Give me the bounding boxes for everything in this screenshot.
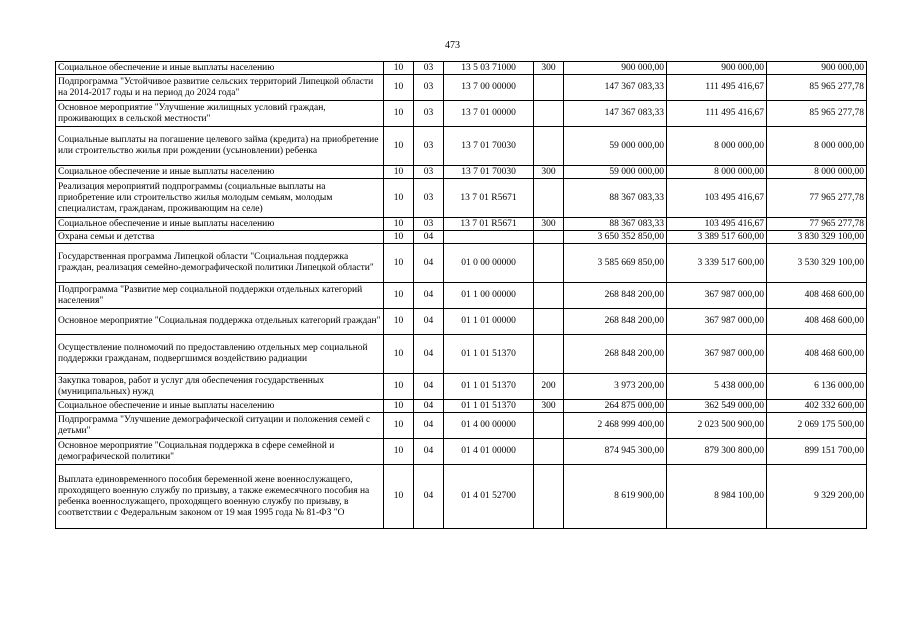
row-podrazdel: 03: [414, 179, 444, 218]
row-razdel: 10: [384, 166, 414, 179]
row-razdel: 10: [384, 400, 414, 413]
row-amount-year2: 3 339 517 600,00: [667, 244, 767, 283]
row-podrazdel: 03: [414, 75, 444, 101]
row-amount-year2: 362 549 000,00: [667, 400, 767, 413]
row-amount-year1: 59 000 000,00: [564, 166, 667, 179]
row-podrazdel: 03: [414, 101, 444, 127]
row-podrazdel: 04: [414, 413, 444, 439]
row-target-article: 13 7 01 R5671: [444, 179, 534, 218]
row-razdel: 10: [384, 335, 414, 374]
row-amount-year2: 8 000 000,00: [667, 166, 767, 179]
table-row: [56, 101, 867, 127]
table-row: [56, 166, 867, 179]
row-amount-year3: 408 468 600,00: [767, 309, 867, 335]
row-target-article: 13 7 01 70030: [444, 166, 534, 179]
row-target-article: 01 1 01 51370: [444, 335, 534, 374]
row-expense-type: [534, 244, 564, 283]
row-amount-year2: 103 495 416,67: [667, 218, 767, 231]
row-expense-type: [534, 283, 564, 309]
row-name: Социальные выплаты на погашение целевого займа (кредита) на приобретение или строительство жилья при рождении (усыновлении) ребенка: [56, 127, 384, 166]
row-name: Основное мероприятие "Социальная поддержка в сфере семейной и демографической политики": [56, 439, 384, 465]
table-row: [56, 413, 867, 439]
row-expense-type: 300: [534, 218, 564, 231]
row-amount-year2: 879 300 800,00: [667, 439, 767, 465]
row-expense-type: 300: [534, 62, 564, 75]
row-podrazdel: 03: [414, 62, 444, 75]
row-razdel: 10: [384, 244, 414, 283]
row-target-article: 13 5 03 71000: [444, 62, 534, 75]
row-expense-type: [534, 439, 564, 465]
row-amount-year2: 8 984 100,00: [667, 465, 767, 529]
row-amount-year3: 85 965 277,78: [767, 75, 867, 101]
row-amount-year1: 3 973 200,00: [564, 374, 667, 400]
row-amount-year3: 77 965 277,78: [767, 218, 867, 231]
row-name: Выплата единовременного пособия беременной жене военнослужащего, проходящего военную службу по призыву, а также ежемесячного пособия на ребенка военнослужащего, проходящего военную службу по призыву, в соответствии с Федеральным законом от 19 мая 1995 года № 81-ФЗ "О: [56, 465, 384, 529]
row-name: Закупка товаров, работ и услуг для обеспечения государственных (муниципальных) нужд: [56, 374, 384, 400]
row-amount-year3: 899 151 700,00: [767, 439, 867, 465]
row-amount-year2: 103 495 416,67: [667, 179, 767, 218]
row-amount-year2: 8 000 000,00: [667, 127, 767, 166]
table-row: [56, 62, 867, 75]
row-name: Социальное обеспечение и иные выплаты населению: [56, 400, 384, 413]
row-target-article: 01 4 00 00000: [444, 413, 534, 439]
row-expense-type: [534, 465, 564, 529]
row-expense-type: 200: [534, 374, 564, 400]
row-podrazdel: 04: [414, 244, 444, 283]
table-row: [56, 179, 867, 218]
row-target-article: 13 7 00 00000: [444, 75, 534, 101]
row-amount-year3: 402 332 600,00: [767, 400, 867, 413]
row-razdel: 10: [384, 283, 414, 309]
row-target-article: [444, 231, 534, 244]
row-amount-year1: 147 367 083,33: [564, 75, 667, 101]
row-razdel: 10: [384, 179, 414, 218]
row-podrazdel: 04: [414, 231, 444, 244]
row-podrazdel: 04: [414, 465, 444, 529]
row-razdel: 10: [384, 439, 414, 465]
row-podrazdel: 04: [414, 309, 444, 335]
row-amount-year1: 88 367 083,33: [564, 179, 667, 218]
row-expense-type: [534, 179, 564, 218]
row-amount-year1: 147 367 083,33: [564, 101, 667, 127]
row-amount-year3: 8 000 000,00: [767, 127, 867, 166]
row-amount-year3: 77 965 277,78: [767, 179, 867, 218]
row-name: Подпрограмма "Устойчивое развитие сельских территорий Липецкой области на 2014-2017 годы и на период до 2024 года": [56, 75, 384, 101]
row-amount-year1: 88 367 083,33: [564, 218, 667, 231]
row-name: Подпрограмма "Улучшение демографической ситуации и положения семей с детьми": [56, 413, 384, 439]
table-row: [56, 309, 867, 335]
table-row: [56, 374, 867, 400]
budget-table: [55, 61, 867, 529]
row-target-article: 01 1 01 51370: [444, 374, 534, 400]
row-amount-year1: 3 650 352 850,00: [564, 231, 667, 244]
row-expense-type: [534, 335, 564, 374]
row-podrazdel: 03: [414, 127, 444, 166]
table-row: [56, 75, 867, 101]
row-target-article: 13 7 01 70030: [444, 127, 534, 166]
table-row: [56, 400, 867, 413]
row-podrazdel: 03: [414, 166, 444, 179]
row-amount-year1: 900 000,00: [564, 62, 667, 75]
row-amount-year3: 408 468 600,00: [767, 335, 867, 374]
row-amount-year3: 2 069 175 500,00: [767, 413, 867, 439]
row-podrazdel: 04: [414, 439, 444, 465]
row-amount-year2: 111 495 416,67: [667, 75, 767, 101]
row-expense-type: 300: [534, 166, 564, 179]
table-row: [56, 335, 867, 374]
row-amount-year3: 408 468 600,00: [767, 283, 867, 309]
table-row: [56, 244, 867, 283]
row-name: Охрана семьи и детства: [56, 231, 384, 244]
row-name: Подпрограмма "Развитие мер социальной поддержки отдельных категорий населения": [56, 283, 384, 309]
row-razdel: 10: [384, 413, 414, 439]
page-number: 473: [445, 40, 460, 51]
row-expense-type: [534, 101, 564, 127]
row-razdel: 10: [384, 101, 414, 127]
row-amount-year1: 268 848 200,00: [564, 283, 667, 309]
table-row: [56, 439, 867, 465]
row-name: Государственная программа Липецкой области "Социальная поддержка граждан, реализация семейно-демографической политики Липецкой области": [56, 244, 384, 283]
table-row: [56, 127, 867, 166]
row-target-article: 01 0 00 00000: [444, 244, 534, 283]
row-expense-type: [534, 127, 564, 166]
row-target-article: 01 1 01 00000: [444, 309, 534, 335]
row-razdel: 10: [384, 62, 414, 75]
row-amount-year2: 3 389 517 600,00: [667, 231, 767, 244]
row-name: Социальное обеспечение и иные выплаты населению: [56, 166, 384, 179]
row-name: Социальное обеспечение и иные выплаты населению: [56, 62, 384, 75]
row-podrazdel: 04: [414, 374, 444, 400]
row-expense-type: [534, 309, 564, 335]
row-amount-year3: 8 000 000,00: [767, 166, 867, 179]
row-razdel: 10: [384, 218, 414, 231]
row-amount-year3: 900 000,00: [767, 62, 867, 75]
row-expense-type: 300: [534, 400, 564, 413]
row-amount-year2: 2 023 500 900,00: [667, 413, 767, 439]
row-target-article: 01 4 01 00000: [444, 439, 534, 465]
row-amount-year1: 59 000 000,00: [564, 127, 667, 166]
row-razdel: 10: [384, 465, 414, 529]
row-target-article: 01 1 00 00000: [444, 283, 534, 309]
row-amount-year2: 111 495 416,67: [667, 101, 767, 127]
row-amount-year1: 8 619 900,00: [564, 465, 667, 529]
row-amount-year2: 5 438 000,00: [667, 374, 767, 400]
row-amount-year3: 3 530 329 100,00: [767, 244, 867, 283]
row-name: Социальное обеспечение и иные выплаты населению: [56, 218, 384, 231]
row-razdel: 10: [384, 374, 414, 400]
row-amount-year3: 3 830 329 100,00: [767, 231, 867, 244]
table-row: [56, 465, 867, 529]
row-amount-year1: 2 468 999 400,00: [564, 413, 667, 439]
row-podrazdel: 04: [414, 335, 444, 374]
row-name: Основное мероприятие "Улучшение жилищных условий граждан, проживающих в сельской местности": [56, 101, 384, 127]
row-amount-year2: 367 987 000,00: [667, 283, 767, 309]
row-expense-type: [534, 413, 564, 439]
row-amount-year2: 900 000,00: [667, 62, 767, 75]
row-name: Осуществление полномочий по предоставлению отдельных мер социальной поддержки гражданам, подвергшимся воздействию радиации: [56, 335, 384, 374]
row-amount-year3: 85 965 277,78: [767, 101, 867, 127]
row-target-article: 01 1 01 51370: [444, 400, 534, 413]
table-row: [56, 231, 867, 244]
row-amount-year2: 367 987 000,00: [667, 309, 767, 335]
row-amount-year1: 264 875 000,00: [564, 400, 667, 413]
row-amount-year1: 268 848 200,00: [564, 309, 667, 335]
row-razdel: 10: [384, 75, 414, 101]
row-razdel: 10: [384, 127, 414, 166]
row-expense-type: [534, 75, 564, 101]
row-amount-year2: 367 987 000,00: [667, 335, 767, 374]
row-podrazdel: 03: [414, 218, 444, 231]
row-target-article: 01 4 01 52700: [444, 465, 534, 529]
table-row: [56, 218, 867, 231]
row-amount-year3: 6 136 000,00: [767, 374, 867, 400]
row-podrazdel: 04: [414, 400, 444, 413]
row-amount-year1: 3 585 669 850,00: [564, 244, 667, 283]
table-row: [56, 283, 867, 309]
row-amount-year3: 9 329 200,00: [767, 465, 867, 529]
row-razdel: 10: [384, 231, 414, 244]
row-name: Реализация мероприятий подпрограммы (социальные выплаты на приобретение или строительство жилья молодым семьям, молодым специалистам, гражданам, проживающим на селе): [56, 179, 384, 218]
row-target-article: 13 7 01 R5671: [444, 218, 534, 231]
row-name: Основное мероприятие "Социальная поддержка отдельных категорий граждан": [56, 309, 384, 335]
row-podrazdel: 04: [414, 283, 444, 309]
row-target-article: 13 7 01 00000: [444, 101, 534, 127]
row-expense-type: [534, 231, 564, 244]
row-amount-year1: 874 945 300,00: [564, 439, 667, 465]
row-amount-year1: 268 848 200,00: [564, 335, 667, 374]
row-razdel: 10: [384, 309, 414, 335]
